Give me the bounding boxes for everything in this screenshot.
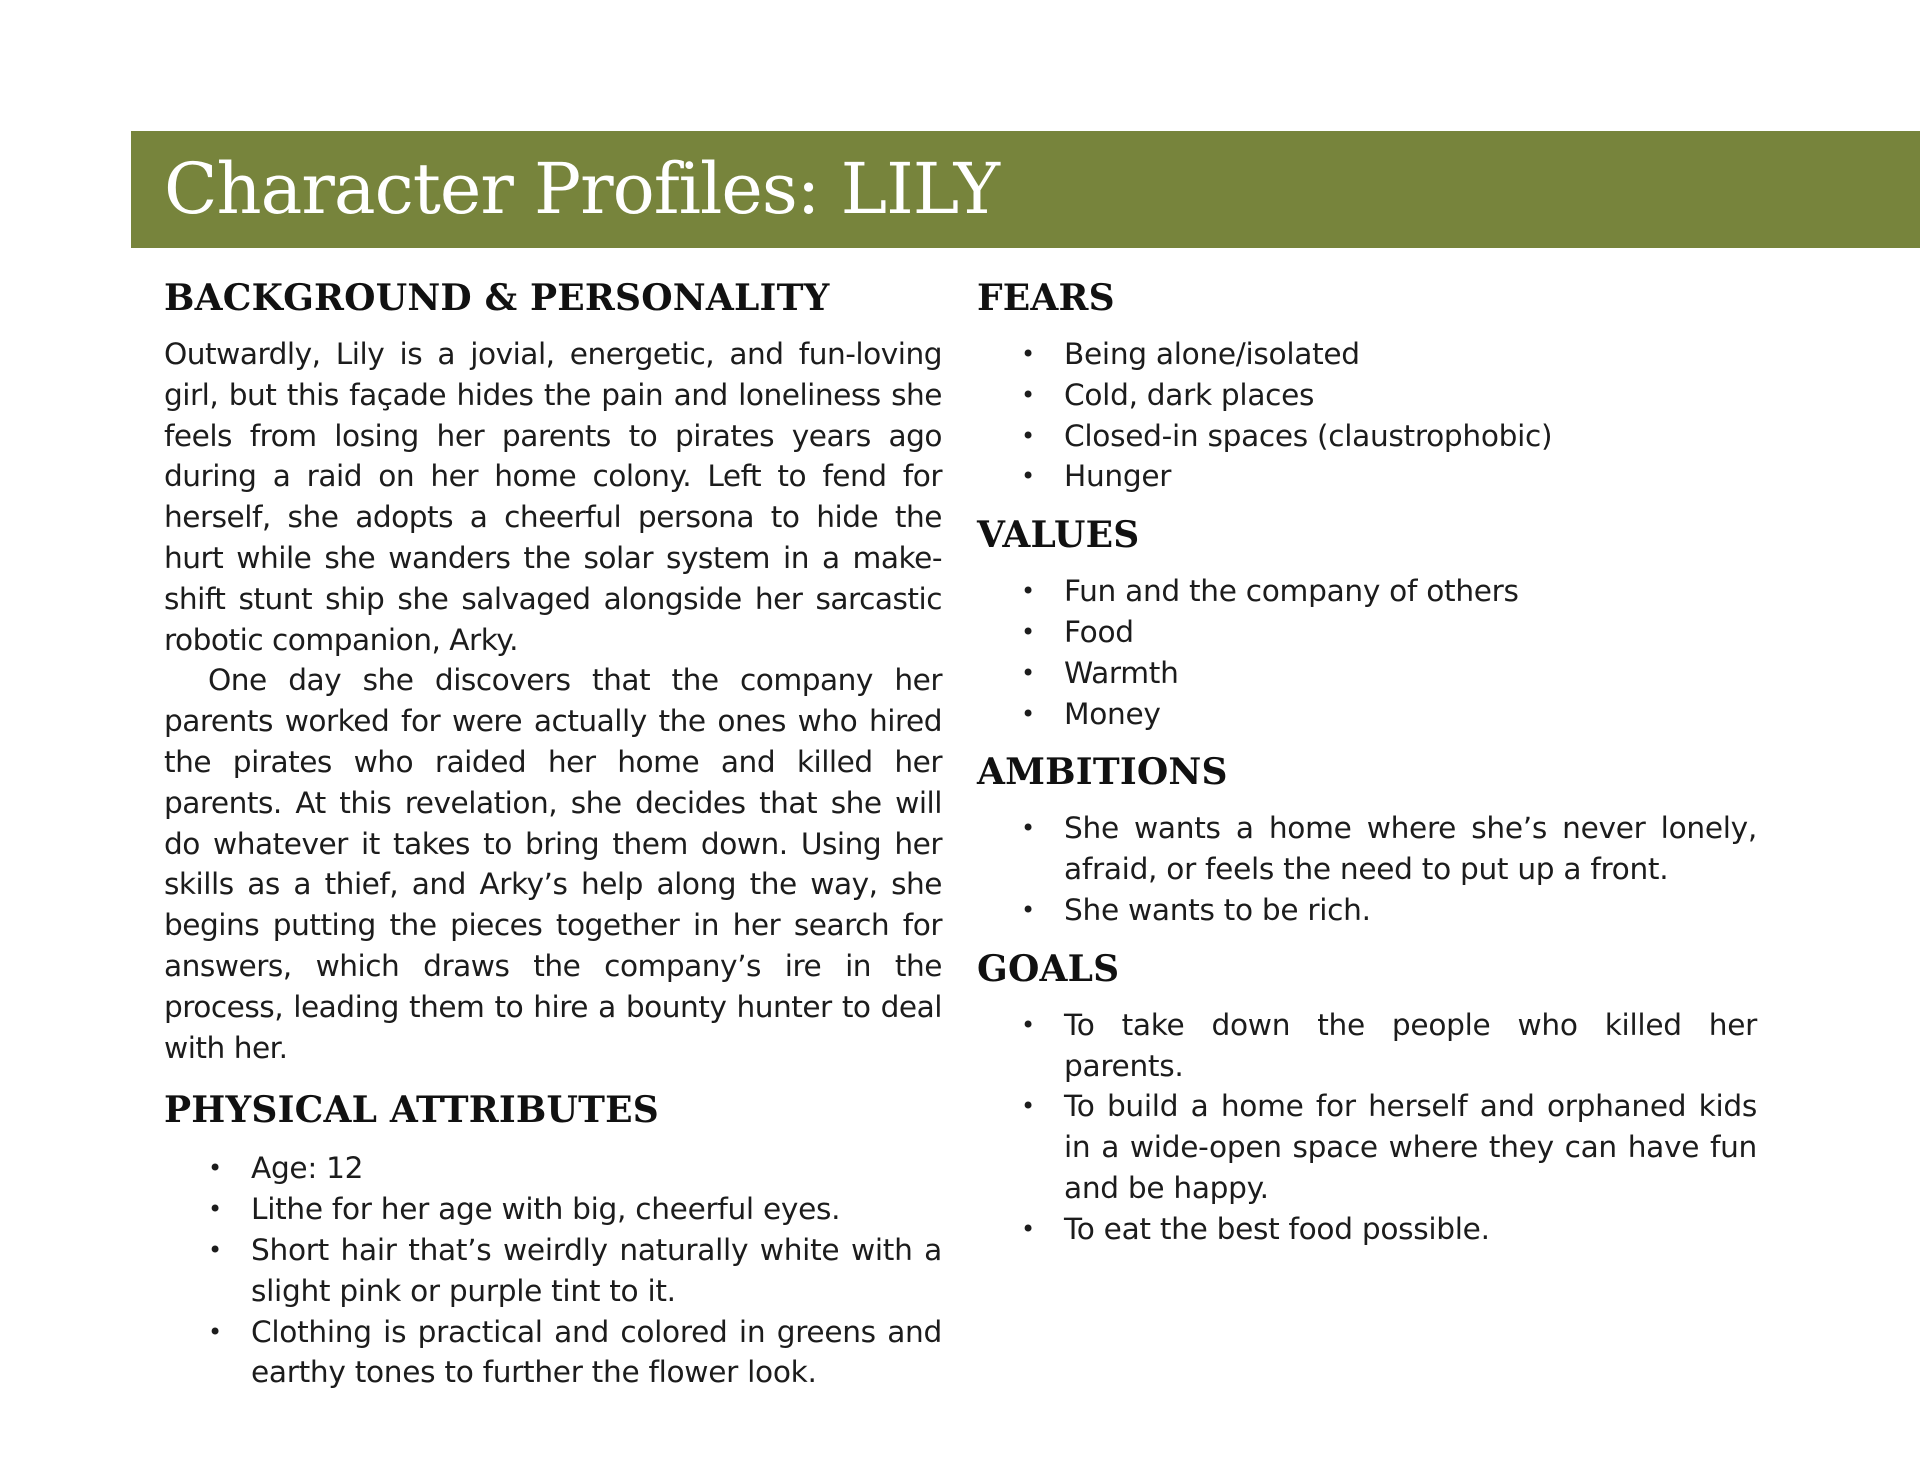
physical-attributes-list: [164, 1148, 942, 1393]
list-item-text: To build a home for herself and orphaned kids in a wide-open space where they can have fun and be happy.: [1064, 1089, 1757, 1205]
list-item-text: Short hair that’s weirdly naturally white with a slight pink or purple tint to it.: [251, 1232, 942, 1308]
list-item: [164, 1148, 942, 1189]
list-item-text: Fun and the company of others: [1064, 574, 1519, 609]
bullet-icon: •: [1021, 462, 1035, 491]
values-heading: VALUES: [977, 514, 1140, 557]
bullet-icon: •: [1021, 340, 1035, 368]
background-paragraph-1: Outwardly, Lily is a jovial, energetic, and fun-loving girl, but this façade hides the pain and loneliness she feels from losing her parents to pirates years ago during a raid on her home colony. Left to fend for herself, she adopts a cheerful persona to hide the hurt while she wanders the solar system in a make-shift stunt ship she salvaged alongside her sarcastic robotic companion, Arky.: [164, 337, 942, 657]
list-item-text: Cold, dark places: [1064, 377, 1315, 412]
list-item: [977, 808, 1757, 890]
list-item-text: To take down the people who killed her parents.: [1064, 1007, 1757, 1083]
list-item-text: Clothing is practical and colored in greens and earthy tones to further the flower look.: [251, 1314, 942, 1390]
list-item-text: Being alone/isolated: [1064, 337, 1360, 371]
fears-list: [977, 334, 1757, 497]
left-column: [164, 270, 942, 1393]
list-item: [977, 694, 1757, 735]
list-item: [977, 1086, 1757, 1208]
bullet-icon: •: [1021, 380, 1035, 409]
list-item: [977, 612, 1757, 653]
list-item: [977, 416, 1757, 457]
ambitions-section: [977, 744, 1757, 930]
fears-heading: FEARS: [977, 277, 1115, 319]
list-item: [977, 571, 1757, 612]
bullet-icon: •: [1021, 1092, 1035, 1121]
list-item: [164, 1312, 942, 1394]
bullet-icon: •: [1021, 814, 1035, 843]
background-personality-heading: BACKGROUND & PERSONALITY: [164, 277, 830, 319]
values-section: [977, 507, 1757, 734]
list-item: [977, 653, 1757, 694]
right-column: [977, 270, 1757, 1250]
list-item-text: Closed-in spaces (claustrophobic): [1064, 418, 1553, 453]
bullet-icon: •: [208, 1154, 222, 1183]
list-item-text: Warmth: [1064, 655, 1179, 690]
ambitions-list: [977, 808, 1757, 930]
bullet-icon: •: [1021, 617, 1035, 646]
list-item-text: Food: [1064, 614, 1134, 649]
bullet-icon: •: [208, 1317, 222, 1346]
fears-section: [977, 270, 1757, 497]
list-item-text: Hunger: [1064, 459, 1172, 494]
list-item-text: Age: 12: [251, 1151, 364, 1186]
list-item-text: To eat the best food possible.: [1064, 1211, 1490, 1246]
goals-heading: GOALS: [977, 947, 1120, 990]
bullet-icon: •: [1021, 658, 1035, 687]
background-personality-section: [164, 270, 942, 1068]
page-title: Character Profiles: LILY: [164, 148, 999, 230]
list-item: [977, 1005, 1757, 1087]
ambitions-heading: AMBITIONS: [977, 751, 1228, 794]
values-list: [977, 571, 1757, 734]
bullet-icon: •: [1021, 1010, 1035, 1039]
goals-list: [977, 1005, 1757, 1250]
bullet-icon: •: [1021, 1214, 1035, 1243]
background-paragraph-2: One day she discovers that the company her parents worked for were actually the ones who hired the pirates who raided her home and killed her parents. At this revelation, she decides that she will do whatever it takes to bring them down. Using her skills as a thief, and Arky’s help along the way, she begins putting the pieces together in her search for answers, which draws the company’s ire in the process, leading them to hire a bounty hunter to deal with her.: [164, 663, 942, 1065]
list-item: [977, 375, 1757, 416]
list-item: [977, 1209, 1757, 1250]
bullet-icon: •: [1021, 699, 1035, 728]
title-bar: [131, 131, 1920, 248]
list-item-text: Money: [1064, 696, 1161, 731]
list-item-text: Lithe for her age with big, cheerful eyes.: [251, 1192, 841, 1227]
physical-attributes-section: [164, 1082, 942, 1393]
list-item: [977, 890, 1757, 931]
physical-attributes-heading: PHYSICAL ATTRIBUTES: [164, 1089, 659, 1132]
list-item: [164, 1189, 942, 1230]
list-item: [977, 456, 1757, 497]
bullet-icon: •: [1021, 577, 1035, 606]
goals-section: [977, 941, 1757, 1250]
bullet-icon: •: [1021, 895, 1035, 924]
bullet-icon: •: [208, 1195, 222, 1224]
list-item: [977, 334, 1757, 375]
list-item: [164, 1230, 942, 1312]
list-item-text: She wants to be rich.: [1064, 892, 1371, 927]
bullet-icon: •: [1021, 421, 1035, 450]
bullet-icon: •: [208, 1235, 222, 1264]
list-item-text: She wants a home where she’s never lonely, afraid, or feels the need to put up a front.: [1064, 811, 1757, 887]
